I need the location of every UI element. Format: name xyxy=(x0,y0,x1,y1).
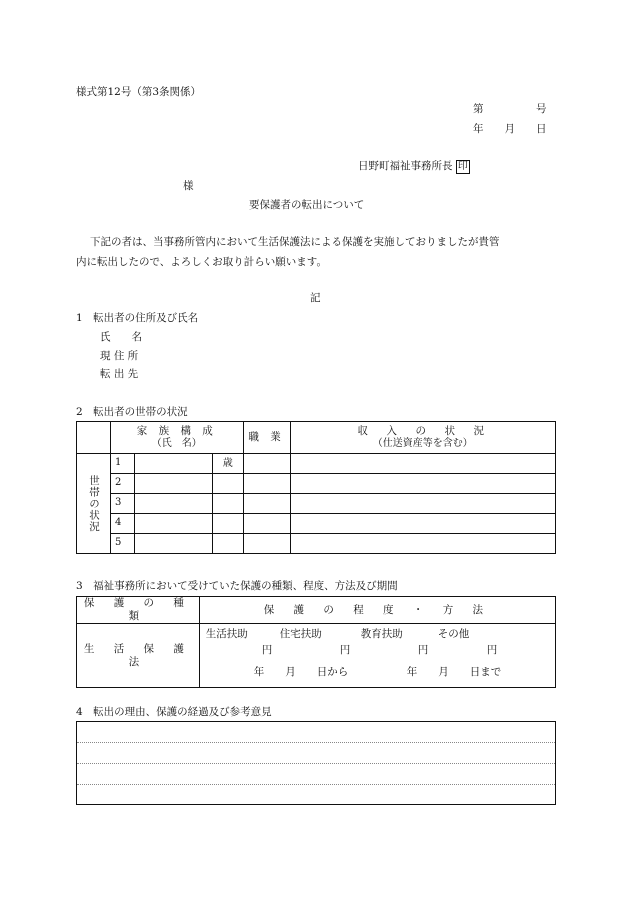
destination-label: 転 出 先 xyxy=(100,368,139,380)
job-cell[interactable] xyxy=(243,454,290,474)
age-cell[interactable] xyxy=(212,494,243,514)
age-cell[interactable] xyxy=(212,514,243,534)
header-income-label: 収 入 の 状 況 xyxy=(357,424,489,437)
aid-type-housing: 住宅扶助 xyxy=(279,628,322,641)
job-cell[interactable] xyxy=(243,534,290,554)
yen-education: 円 xyxy=(417,644,429,657)
row-number: 5 xyxy=(110,534,134,554)
header-family xyxy=(110,422,243,454)
aid-type-education: 教育扶助 xyxy=(360,628,403,641)
body-line-1: 下記の者は、当事務所管内において生活保護法による保護を実施しておりましたが貴管 xyxy=(90,236,500,248)
reason-line-2 xyxy=(77,743,555,764)
family-name-cell[interactable] xyxy=(134,494,212,514)
header-family-label: 家 族 構 成 xyxy=(136,424,217,437)
body-line-2: 内に転出したので、よろしくお取り計らい願います。 xyxy=(76,256,327,268)
age-cell[interactable] xyxy=(212,534,243,554)
table-row xyxy=(77,474,556,494)
protection-law-label: 生 活 保 護 法 xyxy=(77,624,200,688)
corner-cell xyxy=(77,422,111,454)
row-number: 3 xyxy=(110,494,134,514)
income-cell[interactable] xyxy=(290,534,555,554)
name-label: 氏 名 xyxy=(100,331,142,343)
income-cell[interactable] xyxy=(290,454,555,474)
aid-type-living: 生活扶助 xyxy=(205,628,248,641)
protection-detail-cell xyxy=(199,624,555,688)
header-family-sub: （氏 名） xyxy=(151,437,202,449)
job-cell[interactable] xyxy=(243,474,290,494)
table-row xyxy=(77,494,556,514)
family-name-cell[interactable] xyxy=(134,454,212,474)
table-row xyxy=(77,514,556,534)
table-row xyxy=(77,534,556,554)
header-job: 職 業 xyxy=(243,422,290,454)
addressee-suffix: 様 xyxy=(183,180,194,192)
row-number: 1 xyxy=(110,454,134,474)
document-number: 第 号 xyxy=(473,103,547,115)
yen-living: 円 xyxy=(261,644,273,657)
reason-box[interactable] xyxy=(76,721,556,805)
yen-housing: 円 xyxy=(339,644,351,657)
row-number: 2 xyxy=(110,474,134,494)
header-income-sub: （仕送資産等を含む） xyxy=(372,437,473,449)
yen-other: 円 xyxy=(486,644,498,657)
date-line: 年 月 日 xyxy=(473,123,547,135)
reason-line-1 xyxy=(77,722,555,743)
section4-heading: 4 転出の理由、保護の経過及び参考意見 xyxy=(76,706,272,718)
family-name-cell[interactable] xyxy=(134,514,212,534)
header-income xyxy=(290,422,555,454)
age-unit: 歳 xyxy=(222,457,233,469)
section2-heading: 2 転出者の世帯の状況 xyxy=(76,406,188,418)
family-name-cell[interactable] xyxy=(134,534,212,554)
document-title: 要保護者の転出について xyxy=(249,199,365,211)
header-protection-type: 保 護 の 種 類 xyxy=(77,597,200,624)
income-cell[interactable] xyxy=(290,494,555,514)
family-name-cell[interactable] xyxy=(134,474,212,494)
age-cell[interactable] xyxy=(212,474,243,494)
section1-heading: 1 転出者の住所及び氏名 xyxy=(76,312,199,324)
household-side-label xyxy=(77,454,111,554)
reason-line-3 xyxy=(77,764,555,785)
header-protection-degree: 保 護 の 程 度 ・ 方 法 xyxy=(199,597,555,624)
income-cell[interactable] xyxy=(290,514,555,534)
sender-name: 日野町福祉事務所長 xyxy=(358,160,453,172)
period-from: 年 月 日から xyxy=(253,666,349,679)
job-cell[interactable] xyxy=(243,494,290,514)
protection-table xyxy=(76,596,556,688)
job-cell[interactable] xyxy=(243,514,290,534)
seal-stamp: 印 xyxy=(457,161,468,172)
household-side-text: 世帯の状況 xyxy=(88,474,101,533)
ki-label: 記 xyxy=(310,292,321,304)
sender-line xyxy=(358,160,470,174)
address-label: 現 住 所 xyxy=(100,350,139,362)
row-number: 4 xyxy=(110,514,134,534)
aid-type-other: その他 xyxy=(437,628,470,641)
form-number: 様式第12号（第3条関係） xyxy=(76,86,202,98)
household-table xyxy=(76,421,556,554)
table-row xyxy=(77,454,556,474)
age-cell[interactable] xyxy=(212,454,243,474)
section3-heading: 3 福祉事務所において受けていた保護の種類、程度、方法及び期間 xyxy=(76,580,398,592)
period-to: 年 月 日まで xyxy=(406,666,502,679)
income-cell[interactable] xyxy=(290,474,555,494)
